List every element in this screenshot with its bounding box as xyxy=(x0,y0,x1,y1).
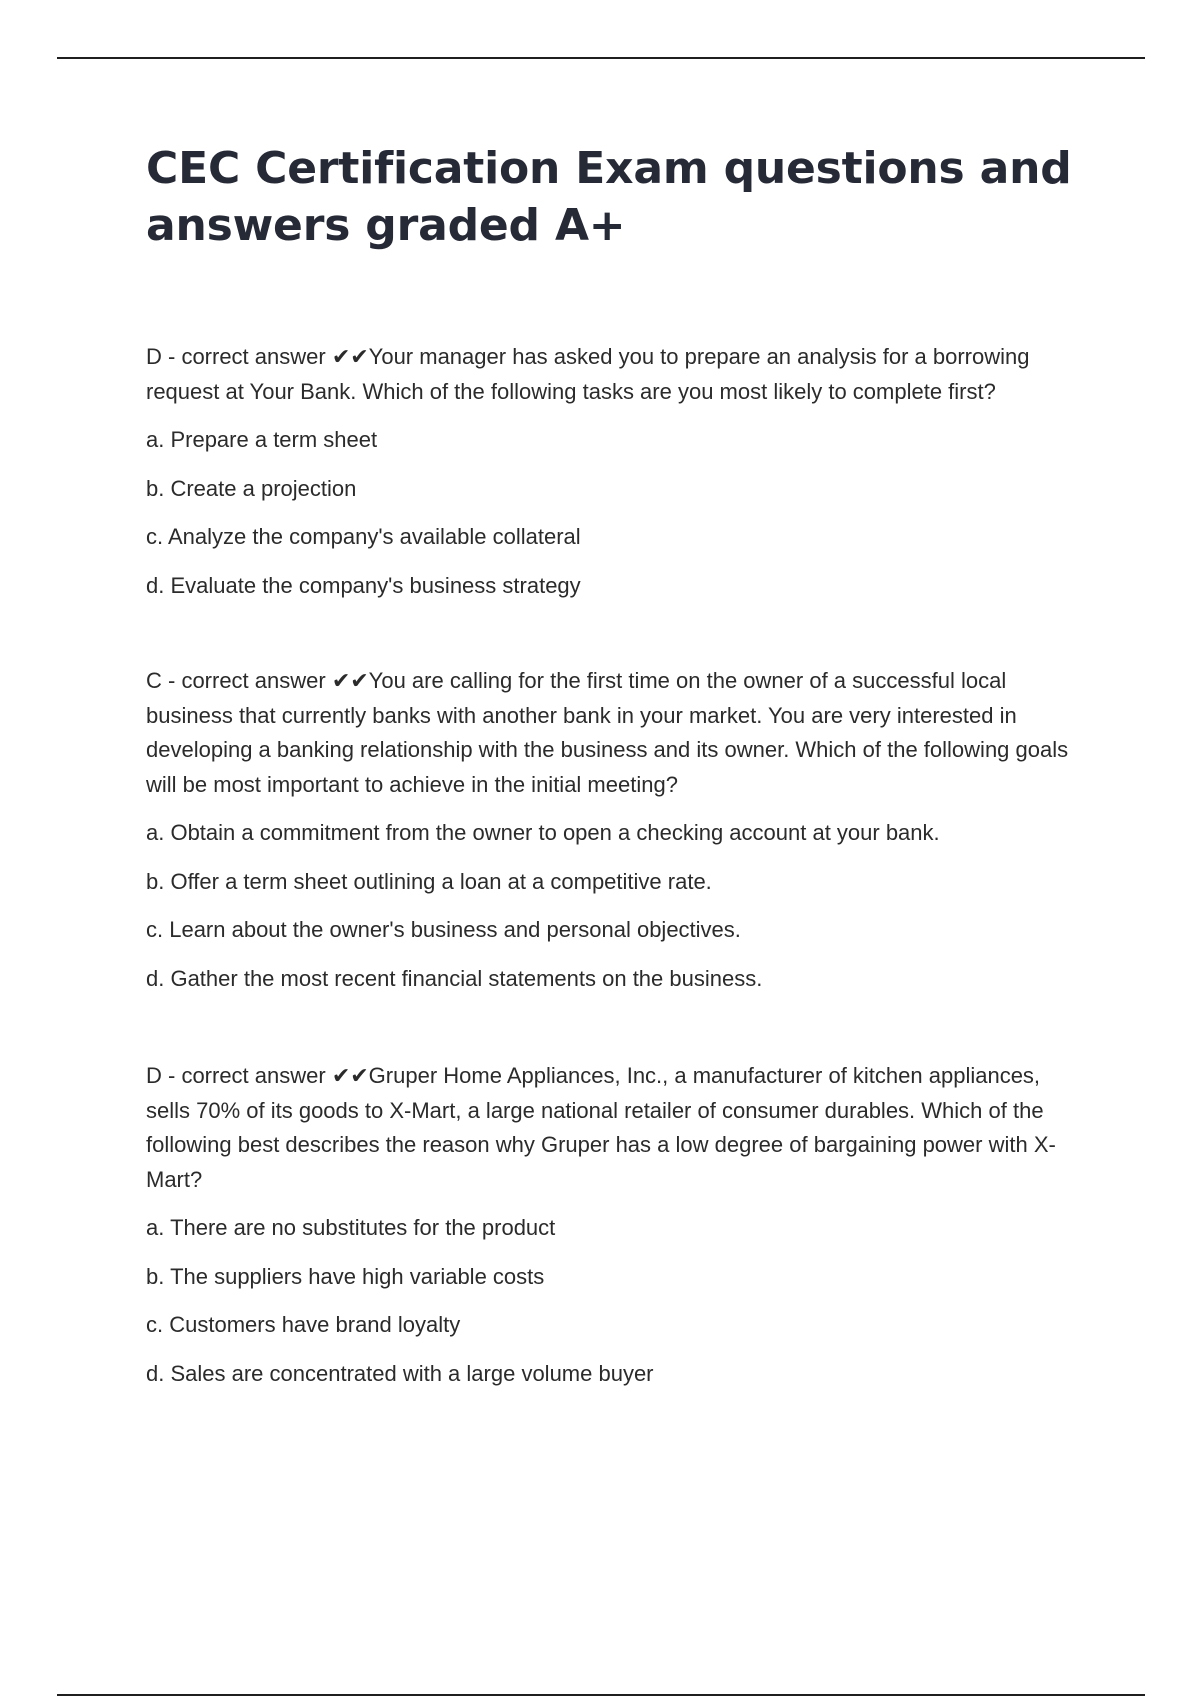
answer-option-a: a. Obtain a commitment from the owner to open a checking account at your bank. xyxy=(146,820,940,845)
question-prompt: D - correct answer ✔✔Gruper Home Appliances, Inc., a manufacturer of kitchen appliances, sells 70% of its goods to X-Mart, a large national retailer of consumer durables. Which of the following best describes the reason why Gruper has a low degree of bargaining power with X-Mart? xyxy=(146,1063,1056,1192)
footer-rule xyxy=(57,1694,1145,1696)
answer-option-d: d. Sales are concentrated with a large volume buyer xyxy=(146,1360,654,1386)
question-prompt: C - correct answer ✔✔You are calling for the first time on the owner of a successful local business that currently banks with another bank in your market. You are very interested in developing a banking relationship with the business and its owner. Which of the following goals will be most important to achieve in the initial meeting? xyxy=(146,668,1069,797)
answer-option-d: d. Evaluate the company's business strategy xyxy=(146,572,581,598)
answer-option-c: c. Analyze the company's available collateral xyxy=(146,524,581,549)
answer-option-c: c. Learn about the owner's business and personal objectives. xyxy=(146,917,741,942)
document-title: CEC Certification Exam questions and answers graded A+ xyxy=(146,143,1072,251)
question-block-2 xyxy=(146,664,1086,996)
answer-option-a: a. Prepare a term sheet xyxy=(146,427,378,452)
question-block-3 xyxy=(146,1059,1086,1391)
answer-option-b: b. Create a projection xyxy=(146,475,357,501)
answer-option-c: c. Customers have brand loyalty xyxy=(146,1312,461,1337)
question-prompt: D - correct answer ✔✔Your manager has asked you to prepare an analysis for a borrowing request at Your Bank. Which of the following tasks are you most likely to complete first? xyxy=(146,344,1030,404)
answer-option-a: a. There are no substitutes for the product xyxy=(146,1215,556,1240)
answer-option-b: b. The suppliers have high variable costs xyxy=(146,1263,545,1289)
question-block-1 xyxy=(146,340,1086,603)
header-rule xyxy=(57,57,1145,59)
answer-option-b: b. Offer a term sheet outlining a loan at a competitive rate. xyxy=(146,868,712,894)
document-body xyxy=(146,140,1086,1391)
answer-option-d: d. Gather the most recent financial statements on the business. xyxy=(146,965,763,991)
